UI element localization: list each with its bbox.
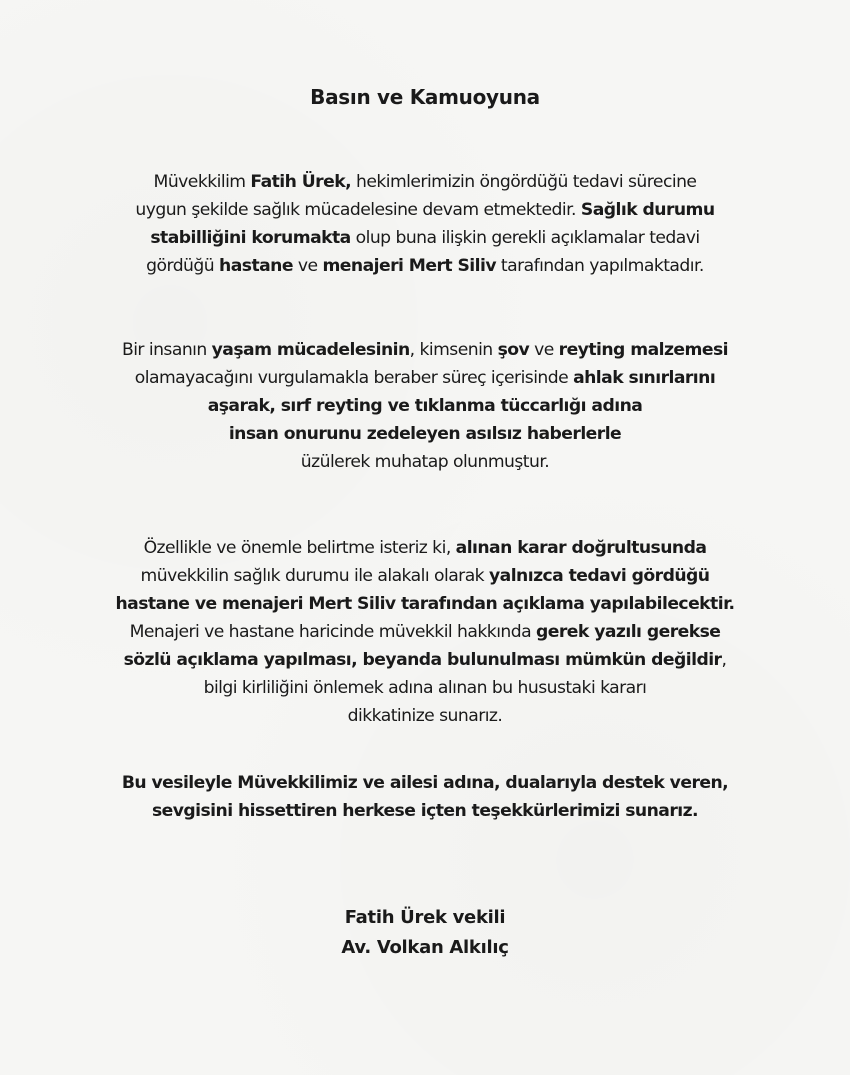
text-run: Müvekkilim [153, 172, 251, 192]
text-run: Özellikle ve önemle belirtme isteriz ki, [143, 538, 456, 558]
bold-text-run: sözlü açıklama yapılması, beyanda bulunulması mümkün değildir [123, 650, 722, 670]
bold-text-run: yaşam mücadelesinin [211, 340, 410, 360]
text-line [40, 224, 810, 252]
text-line [40, 562, 810, 590]
text-run: Menajeri ve hastane haricinde müvekkil hakkında [129, 622, 537, 642]
text-line [40, 196, 810, 224]
text-run: bilgi kirliliğini önlemek adına alınan bu husustaki kararı [203, 678, 647, 698]
bold-text-run: stabilliğini korumakta [150, 228, 351, 248]
text-run: dikkatinize sunarız. [347, 706, 503, 726]
text-run: ve [529, 340, 559, 360]
bold-text-run: Bu vesileyle Müvekkilimiz ve ailesi adına, dualarıyla destek veren, [121, 773, 729, 793]
text-line [40, 168, 810, 196]
text-line [40, 797, 810, 825]
text-line [40, 364, 810, 392]
text-run: ve [292, 256, 323, 276]
signature-role: Fatih Ürek vekili [344, 907, 506, 928]
text-line [40, 674, 810, 702]
bold-text-run: sevgisini hissettiren herkese içten teşekkürlerimizi sunarız. [151, 801, 699, 821]
text-run: olamayacağını vurgulamakla beraber süreç içerisinde [134, 368, 574, 388]
paragraph-official-statement-policy [40, 534, 810, 730]
text-run: gördüğü [146, 256, 220, 276]
bold-text-run: insan onurunu zedeleyen asılsız haberlerle [228, 424, 622, 444]
signature-block [0, 903, 850, 963]
bold-text-run: hastane ve menajeri Mert Siliv tarafından açıklama yapılabilecektir. [115, 594, 735, 614]
bold-text-run: aşarak, sırf reyting ve tıklanma tüccarlığı adına [207, 396, 643, 416]
bold-text-run: Sağlık durumu [580, 200, 715, 220]
bold-text-run: menajeri Mert Siliv [322, 256, 496, 276]
bold-text-run: hastane [219, 256, 293, 276]
text-run: olup buna ilişkin gerekli açıklamalar tedavi [350, 228, 700, 248]
document-title: Basın ve Kamuoyuna [310, 85, 540, 109]
bold-text-run: yalnızca tedavi gördüğü [489, 566, 710, 586]
text-run: Bir insanın [121, 340, 212, 360]
text-line [40, 618, 810, 646]
bold-text-run: ahlak sınırlarını [573, 368, 716, 388]
paragraph-media-criticism [40, 336, 810, 476]
signature-name: Av. Volkan Alkılıç [341, 937, 509, 958]
text-line [40, 646, 810, 674]
text-line [40, 252, 810, 280]
text-line [40, 534, 810, 562]
text-run: müvekkilin sağlık durumu ile alakalı olarak [140, 566, 489, 586]
bold-text-run: gerek yazılı gerekse [536, 622, 721, 642]
text-run: üzülerek muhatap olunmuştur. [300, 452, 550, 472]
text-line [40, 336, 810, 364]
text-run: uygun şekilde sağlık mücadelesine devam etmektedir. [135, 200, 581, 220]
text-line [40, 590, 810, 618]
bold-text-run: Fatih Ürek, [250, 172, 352, 192]
paragraph-thanks [40, 769, 810, 825]
text-run: tarafından yapılmaktadır. [495, 256, 704, 276]
bold-text-run: reyting malzemesi [558, 340, 729, 360]
text-line [40, 769, 810, 797]
text-line [40, 448, 810, 476]
bold-text-run: alınan karar doğrultusunda [455, 538, 707, 558]
text-run: , kimsenin [409, 340, 498, 360]
paragraph-health-status [40, 168, 810, 280]
text-run: , [721, 650, 727, 670]
text-line [40, 420, 810, 448]
text-line [40, 702, 810, 730]
text-line [40, 392, 810, 420]
text-run: hekimlerimizin öngördüğü tedavi sürecine [351, 172, 697, 192]
bold-text-run: şov [497, 340, 530, 360]
